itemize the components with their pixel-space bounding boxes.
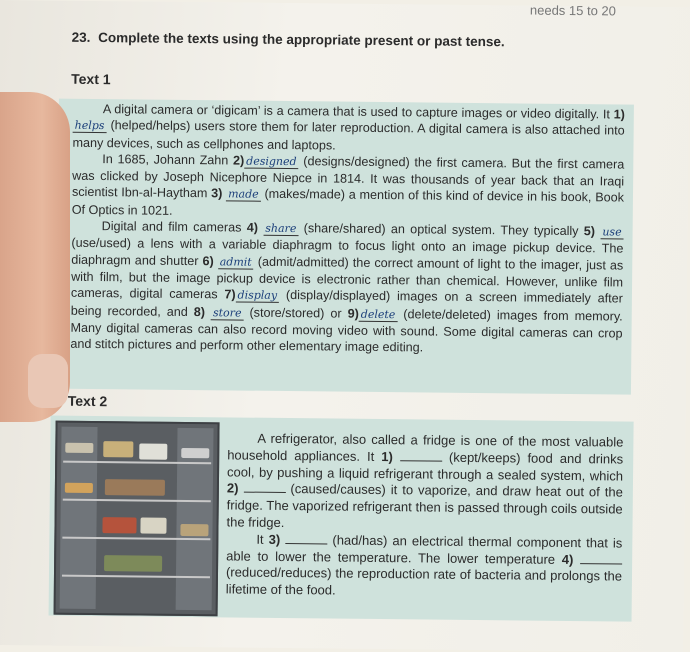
blank-4[interactable] [580, 553, 622, 564]
text2-paragraph-2: It 3) (had/has) an electrical thermal component that is able to lower the temperature. The lower temperature 4) (reduced/reduces) the reproduction rate of bacteria and prolongs the lifetime of the food. [225, 531, 623, 598]
corner-note: needs 15 to 20 [529, 2, 617, 19]
text2-heading: Text 2 [67, 392, 108, 410]
text1-paragraph-3: Digital and film cameras 4) share (share/shared) an optical system. They typically 5) use (use/used) a lens with a variable diaphragm to focus light onto an image pickup device. The diaphragm and shutter 6) admit (admit/admitted) the correct amount of light to the imager, just as with film, but the image pickup device is electronic rather than chemical. However, unlike film cameras, digital cameras 7) display (display/displayed) images on a screen immediately after being recorded, and 8) store (store/stored) or 9) delete (delete/deleted) images from memory. Many digital cameras can also record moving video with sound. Some digital cameras can crop and stitch pictures and perform other elementary image editing. [70, 219, 624, 355]
fridge-door-left [60, 427, 98, 609]
text2-body [226, 430, 624, 602]
fridge-door-item [65, 483, 93, 493]
answer-4[interactable]: share [263, 222, 298, 236]
fridge-food-item [139, 443, 167, 459]
answer-7[interactable]: display [235, 289, 279, 303]
fridge-photo [54, 421, 220, 617]
text1-paragraph-2: In 1685, Johann Zahn 2) designed (designs/designed) the first camera. But the first camera was clicked by Joseph Nicephore Niepce in 1814. It was thousands of year back that an Iraqi scientist Ibn-al-Haytham 3) made (makes/made) a mention of this kind of device in his book, Book Of Optics in 1021. [71, 151, 625, 218]
fridge-food-item [105, 479, 165, 496]
task-number: 23. [71, 29, 91, 45]
fridge-food-item [104, 555, 162, 572]
thumbnail [28, 354, 68, 408]
task-text: Complete the texts using the appropriate present or past tense. [98, 30, 505, 50]
answer-9[interactable]: delete [359, 307, 398, 321]
answer-1[interactable]: helps [73, 119, 107, 133]
text1-body [70, 101, 625, 358]
text1-heading: Text 1 [71, 70, 111, 88]
answer-6[interactable]: admit [218, 255, 254, 269]
blank-2[interactable] [243, 482, 285, 493]
blank-3[interactable] [285, 533, 327, 544]
text1-paragraph-1: A digital camera or ‘digicam’ is a camera that is used to capture images or video digitally. It 1) helps (helped/helps) users store them for later reproduction. A digital camera is also attached into many devices, such as cellphones and laptops. [72, 102, 625, 153]
answer-3[interactable]: made [226, 188, 261, 202]
fridge-door-item [181, 448, 209, 458]
answer-2[interactable]: designed [244, 154, 299, 169]
thumb-finger [0, 92, 70, 422]
task-instruction [72, 29, 552, 52]
text2-paragraph-1: A refrigerator, also called a fridge is one of the most valuable household appliances. It 1) (kept/keeps) food and drinks cool, by pushing a liquid refrigerant through a sealed system, which 2) (caused/causes) it to vaporize, and draw heat out of the fridge. The vaporized refrigerant then is passed through coils outside the fridge. [226, 430, 624, 530]
fridge-door-item [180, 524, 208, 536]
fridge-food-item [140, 518, 166, 534]
fridge-food-item [103, 441, 133, 457]
blank-1[interactable] [400, 450, 442, 461]
fridge-door-item [65, 443, 93, 453]
answer-8[interactable]: store [211, 306, 244, 320]
fridge-food-item [102, 517, 136, 533]
answer-5[interactable]: use [600, 225, 623, 239]
